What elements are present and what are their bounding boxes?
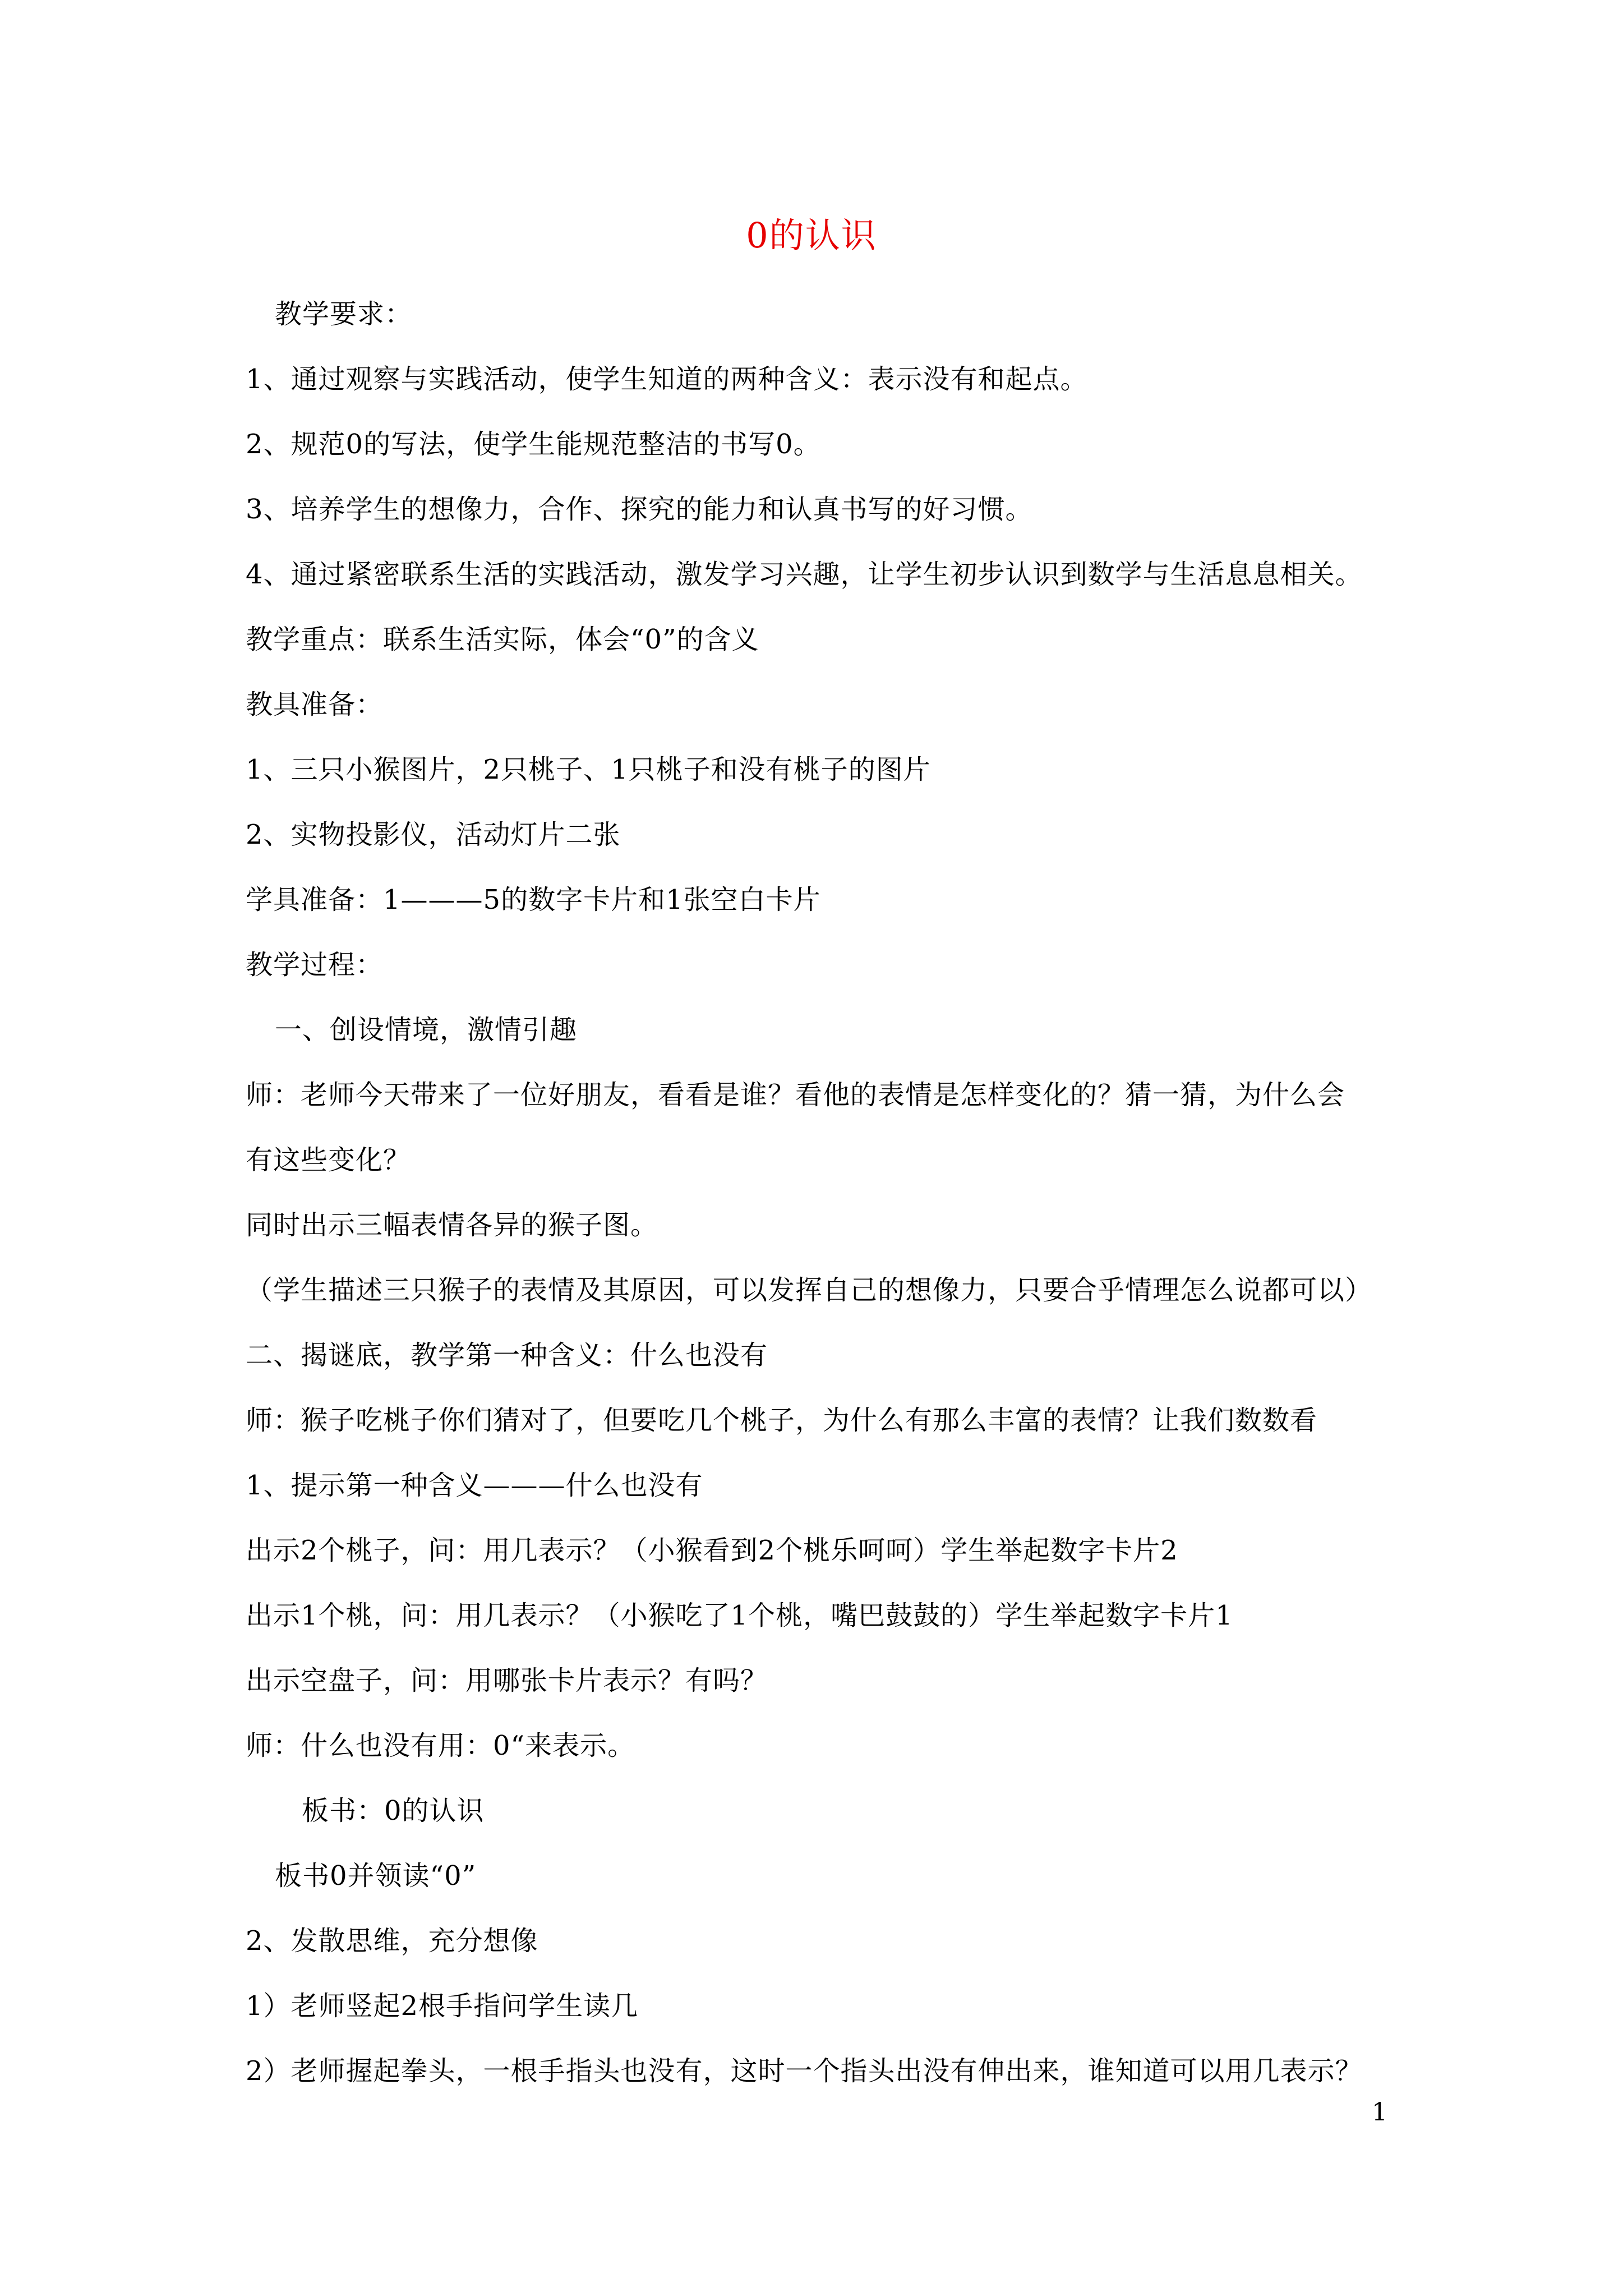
- paragraph-line: 1、提示第一种含义———什么也没有: [246, 1470, 703, 1501]
- process-step-1-heading: 一、创设情境，激情引趣: [275, 1014, 578, 1046]
- page-number: 1: [1372, 2098, 1387, 2127]
- teaching-focus: 教学重点：联系生活实际，体会“0”的含义: [246, 624, 759, 655]
- requirement-item-3: 3、培养学生的想像力，合作、探究的能力和认真书写的好习惯。: [246, 494, 1033, 525]
- document-title: 0的认识: [746, 215, 877, 256]
- requirement-item-2: 2、规范0的写法，使学生能规范整洁的书写0。: [246, 429, 821, 460]
- paragraph-line: 1）老师竖起2根手指问学生读几: [246, 1990, 639, 2022]
- teaching-aid-item-2: 2、实物投影仪，活动灯片二张: [246, 819, 621, 850]
- paragraph-line: 2）老师握起拳头，一根手指头也没有，这时一个指头出没有伸出来，谁知道可以用几表示？: [246, 2055, 1363, 2087]
- student-materials: 学具准备：1———5的数字卡片和1张空白卡片: [246, 884, 821, 915]
- paragraph-line: 出示空盘子，问：用哪张卡片表示？有吗？: [246, 1665, 768, 1696]
- section-heading-teaching-requirements: 教学要求：: [275, 298, 413, 330]
- section-heading-teaching-process: 教学过程：: [246, 949, 384, 981]
- board-writing-line: 板书：0的认识: [302, 1795, 485, 1826]
- requirement-item-4: 4、通过紧密联系生活的实践活动，激发学习兴趣，让学生初步认识到数学与生活息息相关。: [246, 559, 1363, 590]
- process-step-2-heading: 二、揭谜底，教学第一种含义：什么也没有: [246, 1340, 768, 1371]
- paragraph-line: 2、发散思维，充分想像: [246, 1925, 538, 1957]
- paragraph-line: （学生描述三只猴子的表情及其原因，可以发挥自己的想像力，只要合乎情理怎么说都可以）: [246, 1274, 1373, 1306]
- teaching-aid-item-1: 1、三只小猴图片，2只桃子、1只桃子和没有桃子的图片: [246, 754, 931, 785]
- section-heading-teaching-aids: 教具准备：: [246, 689, 384, 720]
- paragraph-line: 师：老师今天带来了一位好朋友，看看是谁？看他的表情是怎样变化的？猜一猜，为什么会: [246, 1079, 1345, 1111]
- paragraph-line: 有这些变化？: [246, 1144, 411, 1176]
- paragraph-line: 出示2个桃子，问：用几表示？（小猴看到2个桃乐呵呵）学生举起数字卡片2: [246, 1535, 1178, 1566]
- paragraph-line: 同时出示三幅表情各异的猴子图。: [246, 1209, 658, 1241]
- paragraph-line: 出示1个桃，问：用几表示？（小猴吃了1个桃，嘴巴鼓鼓的）学生举起数字卡片1: [246, 1600, 1233, 1631]
- document-body: [246, 297, 1390, 2119]
- board-writing-line: 板书0并领读“0”: [275, 1860, 477, 1892]
- paragraph-line: 师：猴子吃桃子你们猜对了，但要吃几个桃子，为什么有那么丰富的表情？让我们数数看: [246, 1405, 1318, 1436]
- paragraph-line: 师：什么也没有用：0“来表示。: [246, 1730, 635, 1761]
- requirement-item-1: 1、通过观察与实践活动，使学生知道的两种含义：表示没有和起点。: [246, 364, 1088, 395]
